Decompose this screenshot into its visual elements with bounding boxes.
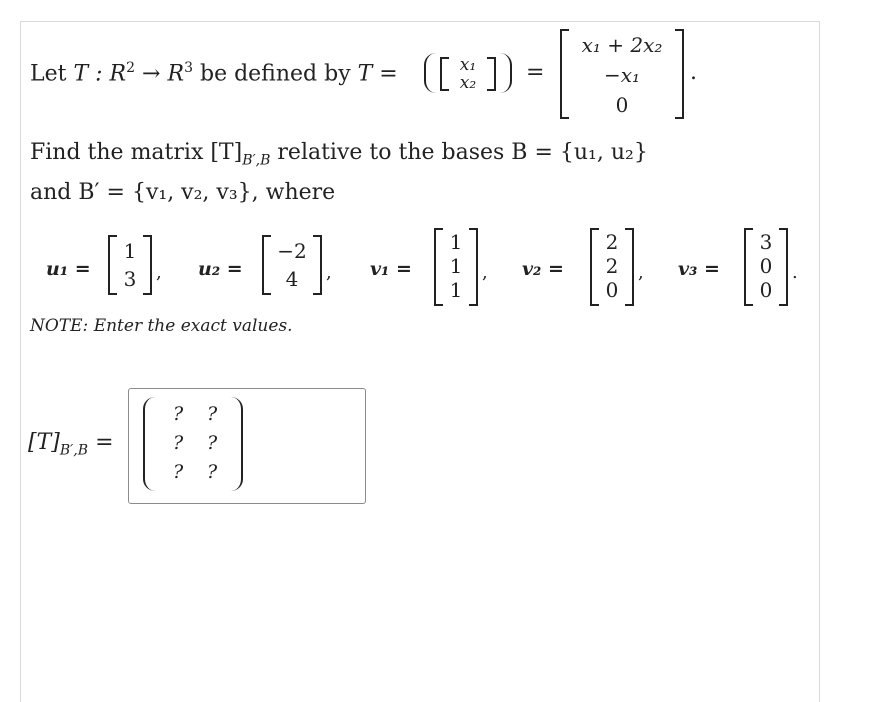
comma: , <box>638 262 644 283</box>
matrix-entry-1-1[interactable]: ? <box>173 403 184 425</box>
vector-v2-label: v₂ = <box>522 258 564 280</box>
period: . <box>690 60 697 85</box>
matrix-entry-3-2[interactable]: ? <box>207 461 218 483</box>
matrix-entry-2-2[interactable]: ? <box>207 432 218 454</box>
matrix-entry-1-2[interactable]: ? <box>207 403 218 425</box>
vector-v3: 3 0 0 <box>744 228 788 306</box>
problem-statement-line1: Let T : $R^2 \to R^3$ be defined by T = <box>30 60 398 87</box>
period: . <box>792 262 798 283</box>
comma: , <box>326 262 332 283</box>
equals-sign: = <box>526 60 545 85</box>
vector-u1-label: u₁ = <box>46 258 91 280</box>
answer-matrix-input[interactable] <box>128 388 366 504</box>
matrix-entry-3-1[interactable]: ? <box>173 461 184 483</box>
output-vector: x₁ + 2x₂ −x₁ 0 <box>560 29 684 119</box>
problem-statement-line3: and B′ = {v₁, v₂, v₃}, where <box>30 180 336 205</box>
vector-u2-label: u₂ = <box>198 258 243 280</box>
note-text: NOTE: Enter the exact values. <box>30 316 293 336</box>
problem-statement-line2: Find the matrix $[T]_{B',B}$ relative to the bases B = {u₁, u₂} <box>30 140 648 169</box>
vector-v1: 1 1 1 <box>434 228 478 306</box>
matrix-entry-2-1[interactable]: ? <box>173 432 184 454</box>
vector-v2: 2 2 0 <box>590 228 634 306</box>
vector-v3-label: v₃ = <box>678 258 720 280</box>
problem-panel <box>20 21 820 702</box>
vector-u1: 1 3 <box>108 235 152 295</box>
input-vector: x₁ x₂ <box>424 53 520 95</box>
answer-label: $[T]_{B',B}$ = <box>28 430 114 459</box>
comma: , <box>482 262 488 283</box>
comma: , <box>156 262 162 283</box>
vector-u2: −2 4 <box>262 235 322 295</box>
vector-v1-label: v₁ = <box>370 258 412 280</box>
